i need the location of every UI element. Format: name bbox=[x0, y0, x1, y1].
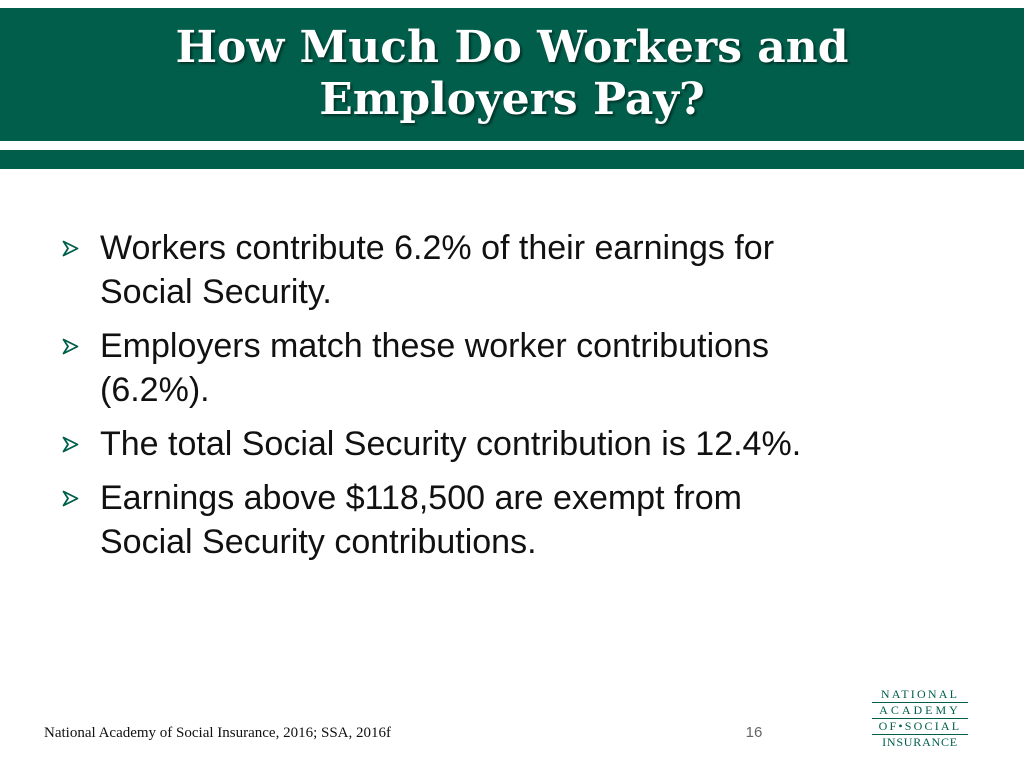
arrowhead-bullet-icon bbox=[62, 476, 86, 520]
bullet-text-line-1: Employers match these worker contributions bbox=[100, 327, 769, 365]
arrowhead-bullet-icon bbox=[62, 324, 86, 368]
bullet-text-line-2: Social Security. bbox=[100, 273, 332, 311]
page-number: 16 bbox=[745, 724, 763, 741]
organization-logo bbox=[870, 688, 970, 752]
arrowhead-bullet-icon bbox=[62, 226, 86, 270]
logo-line-3: OF•SOCIAL bbox=[878, 719, 962, 733]
bullet-item bbox=[62, 324, 962, 412]
bullet-item bbox=[62, 422, 962, 466]
bullet-list bbox=[62, 226, 962, 564]
bullet-text-line-1: Workers contribute 6.2% of their earnings for bbox=[100, 229, 775, 267]
bullet-text-line-1: The total Social Security contribution is 12.4%. bbox=[100, 425, 802, 463]
bullet-item bbox=[62, 226, 962, 314]
bullet-text-line-1: Earnings above $118,500 are exempt from bbox=[100, 479, 742, 517]
slide-title-line-1: How Much Do Workers and bbox=[175, 22, 849, 73]
slide-title-line-2: Employers Pay? bbox=[319, 74, 705, 125]
header-rule bbox=[0, 150, 1024, 169]
logo-line-4: INSURANCE bbox=[882, 735, 958, 749]
bullet-item bbox=[62, 476, 962, 564]
footer-citation: National Academy of Social Insurance, 2016; SSA, 2016f bbox=[44, 725, 392, 741]
arrowhead-bullet-icon bbox=[62, 422, 86, 466]
logo-line-1: NATIONAL bbox=[880, 687, 960, 701]
bullet-text-line-2: (6.2%). bbox=[100, 371, 210, 409]
bullet-text-line-2: Social Security contributions. bbox=[100, 523, 537, 561]
logo-line-2: ACADEMY bbox=[879, 703, 961, 717]
slide-title bbox=[120, 22, 904, 126]
